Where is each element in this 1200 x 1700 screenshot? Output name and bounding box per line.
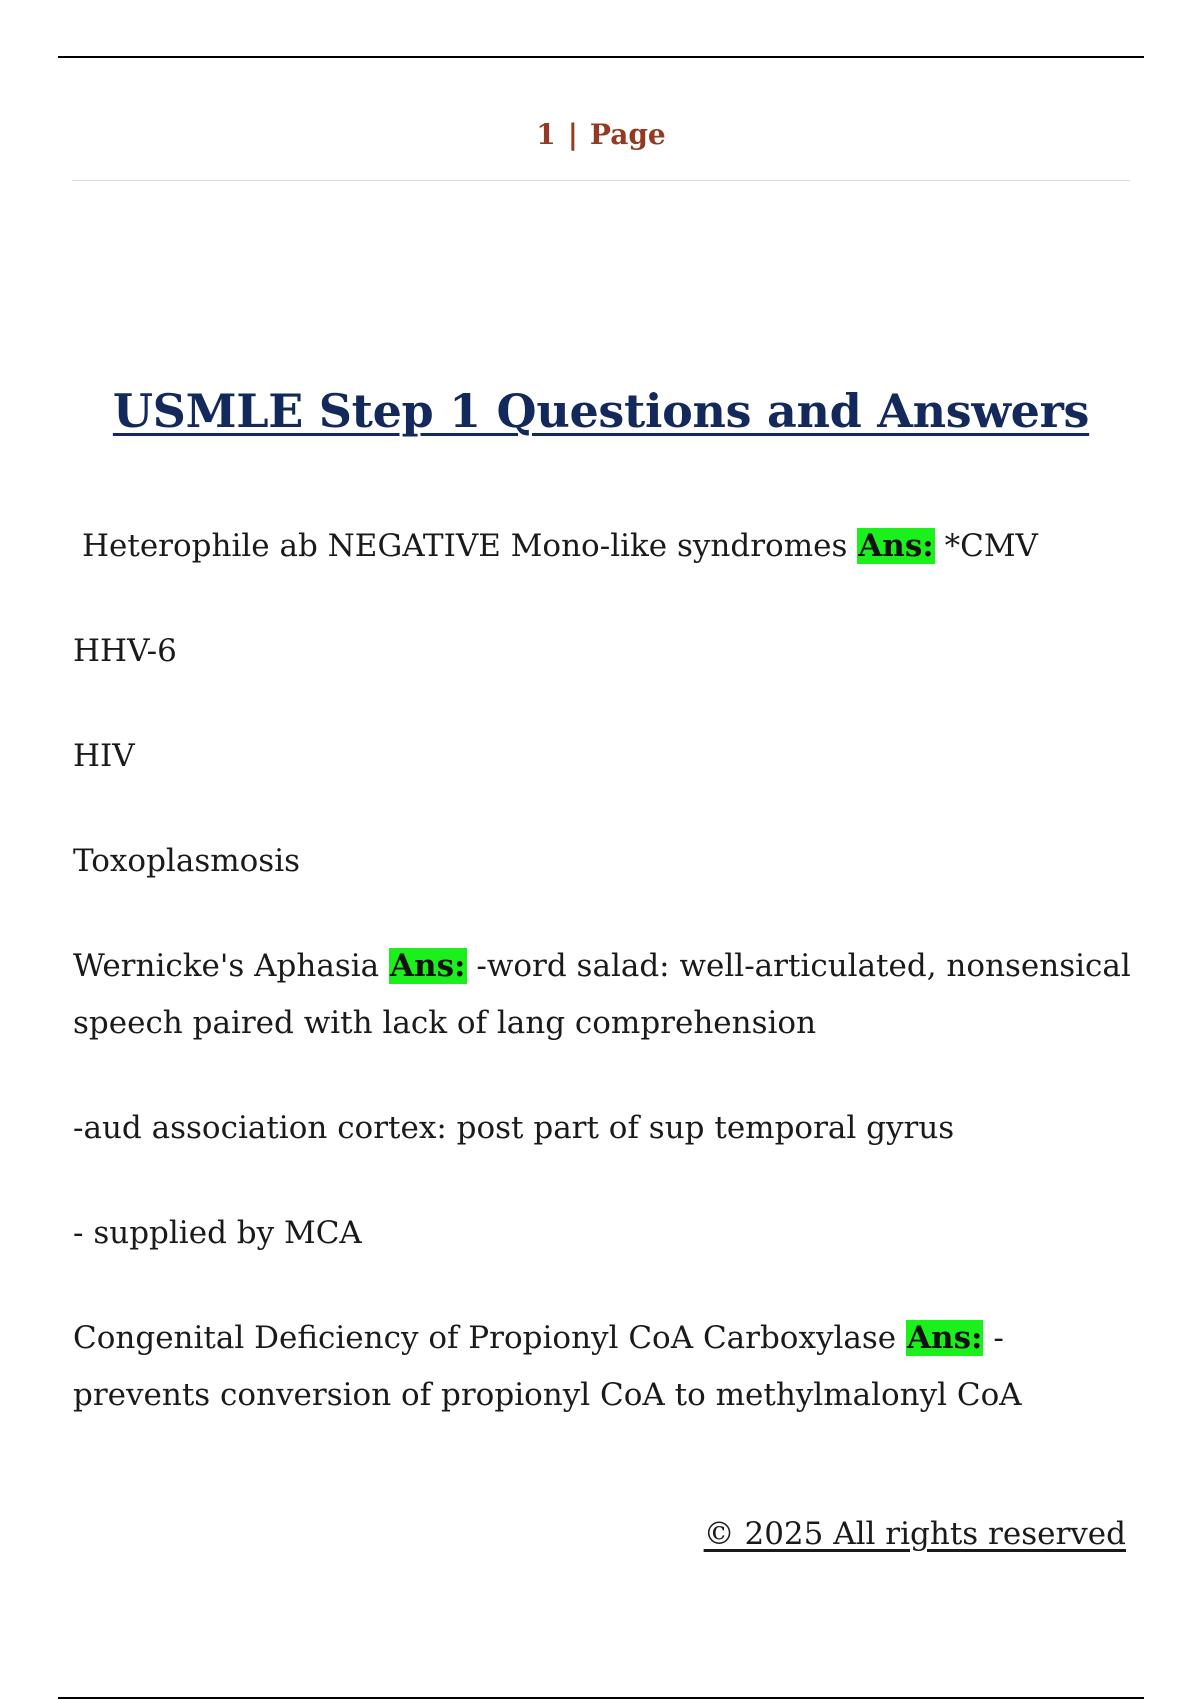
answer-line: - supplied by MCA <box>73 1215 362 1251</box>
ans-label: Ans: <box>390 948 466 984</box>
qa-item-wernicke <box>73 938 1141 1052</box>
page-header <box>72 118 1130 151</box>
answer-line: Toxoplasmosis <box>73 843 301 879</box>
question-text: Wernicke's Aphasia <box>73 948 380 984</box>
question-text: Congenital Deficiency of Propionyl CoA Carboxylase <box>73 1320 897 1356</box>
qa-item-propionyl <box>73 1310 1141 1424</box>
top-border-line <box>58 56 1144 58</box>
bottom-border-line <box>58 1697 1144 1699</box>
ans-label: Ans: <box>906 1320 983 1356</box>
page-separator: | <box>567 118 578 151</box>
page-number: 1 <box>536 118 556 151</box>
answer-line: HHV-6 <box>73 633 177 669</box>
qa-item-heterophile <box>73 518 1141 575</box>
answer-text: -word salad: well-articulated, nonsensical speech paired with lack of lang comprehension <box>73 948 1131 1041</box>
answer-line: -aud association cortex: post part of sup temporal gyrus <box>73 1110 955 1146</box>
question-text: Heterophile ab NEGATIVE Mono-like syndromes <box>82 528 848 564</box>
answer-text: *CMV <box>944 528 1038 564</box>
page-label: Page <box>589 118 666 151</box>
header-divider <box>72 180 1130 181</box>
ans-label: Ans: <box>858 528 934 564</box>
qa-content <box>73 518 1141 1472</box>
document-title: USMLE Step 1 Questions and Answers <box>112 384 1090 438</box>
answer-text: -prevents conversion of propionyl CoA to methylmalonyl CoA <box>73 1320 1022 1413</box>
copyright-notice: © 2025 All rights reserved <box>703 1516 1126 1552</box>
answer-line: HIV <box>73 738 135 774</box>
